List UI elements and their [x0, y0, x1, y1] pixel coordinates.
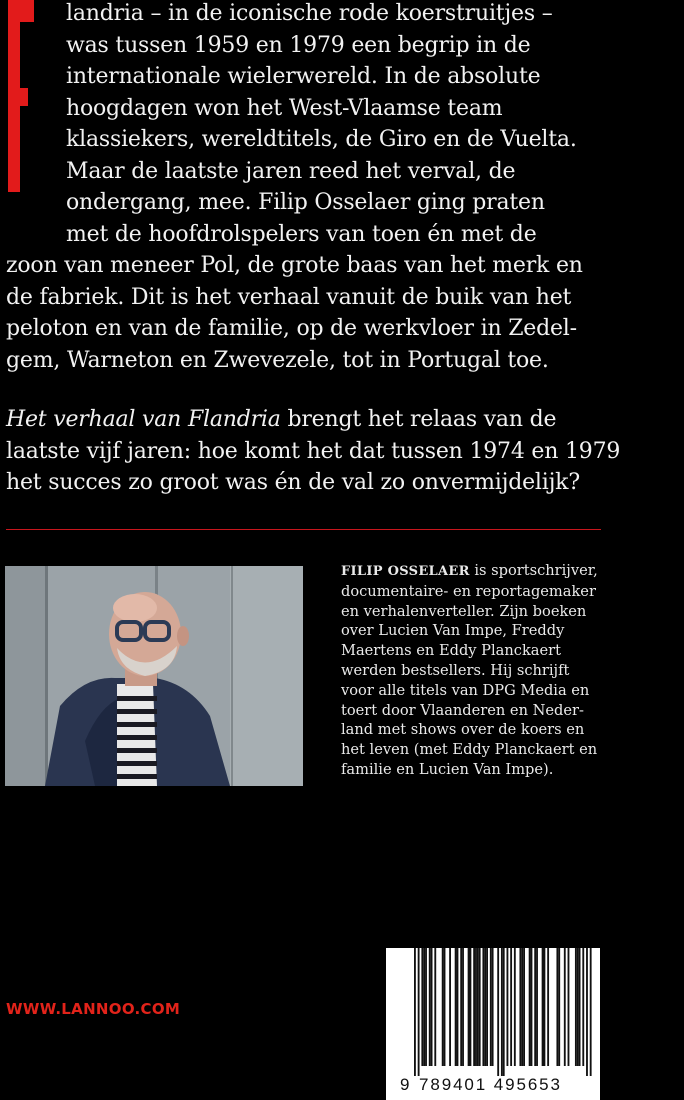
barcode-bar: [577, 948, 579, 1066]
barcode-bar: [479, 948, 481, 1066]
barcode-bar: [564, 948, 566, 1066]
barcode-bar: [468, 948, 470, 1066]
text-line: met de hoofdrolspelers van toen én met de: [66, 221, 537, 247]
author-name: FILIP OSSELAER: [341, 564, 470, 579]
text-line: voor alle titels van DPG Media en: [341, 681, 590, 699]
text-line: en verhalenverteller. Zijn boeken: [341, 602, 587, 620]
barcode-bar: [497, 948, 499, 1076]
text-line: is sportschrijver,: [469, 562, 598, 579]
barcode-bar: [442, 948, 444, 1066]
summary-paragraph: [6, 404, 626, 499]
text-line: het leven (met Eddy Planckaert en: [341, 741, 598, 759]
text-line: internationale wielerwereld. In de absolute: [66, 64, 541, 89]
isbn-barcode: [386, 948, 600, 1100]
isbn-first-digit: 9: [400, 1075, 411, 1094]
barcode-bar: [418, 948, 420, 1076]
barcode-bar: [568, 948, 570, 1066]
barcode-bar: [462, 948, 464, 1066]
barcode-bar: [523, 948, 525, 1066]
barcode-bar: [519, 948, 521, 1066]
text-line: hoogdagen won het West-Vlaamse team: [66, 95, 503, 121]
barcode-bar: [536, 948, 538, 1066]
barcode-bar: [544, 948, 546, 1066]
barcode-bar: [514, 948, 516, 1066]
barcode-bar: [521, 948, 523, 1066]
barcode-bar: [457, 948, 459, 1066]
isbn-digits: 789401 495653: [419, 1075, 562, 1094]
text-line: familie en Lucien Van Impe).: [341, 760, 554, 778]
barcode-bar: [475, 948, 477, 1066]
text-line: de fabriek. Dit is het verhaal vanuit de buik van het: [6, 284, 572, 310]
drop-cap-letter-f: [8, 0, 36, 192]
barcode-bar: [460, 948, 462, 1066]
barcode-bar: [510, 948, 512, 1066]
book-title-italic: Het verhaal van Flandria: [6, 407, 281, 432]
barcode-bar: [473, 948, 475, 1066]
barcode-bar: [421, 948, 423, 1066]
barcode-bars: [386, 948, 600, 1078]
barcode-bar: [490, 948, 492, 1066]
divider-rule: [6, 529, 601, 530]
author-photo: [5, 566, 303, 786]
author-bio: [341, 561, 611, 780]
barcode-bar: [434, 948, 436, 1066]
barcode-bar: [529, 948, 531, 1066]
barcode-bar: [455, 948, 457, 1066]
barcode-bar: [492, 948, 494, 1066]
barcode-bar: [586, 948, 588, 1076]
text-line: zoon van meneer Pol, de grote baas van het merk en: [6, 253, 583, 278]
text-line: peloton en van de familie, op de werkvloer in Zedel-: [6, 316, 577, 341]
barcode-bar: [477, 948, 479, 1066]
barcode-bar: [423, 948, 425, 1066]
text-line: Maertens en Eddy Planckaert: [341, 642, 561, 660]
barcode-bar: [507, 948, 509, 1066]
barcode-bar: [579, 948, 581, 1066]
barcode-bar: [501, 948, 503, 1076]
barcode-bar: [444, 948, 446, 1066]
text-line: was tussen 1959 en 1979 een begrip in de: [66, 32, 531, 58]
text-line: landria – in de iconische rode koerstruitjes –: [66, 1, 553, 26]
text-line: ondergang, mee. Filip Osselaer ging praten: [66, 190, 545, 215]
barcode-bar: [503, 948, 505, 1076]
text-line: werden bestsellers. Hij schrijft: [341, 661, 570, 679]
barcode-bar: [431, 948, 433, 1066]
text-line: documentaire- en reportagemaker: [341, 582, 596, 600]
text-line: Maar de laatste jaren reed het verval, de: [66, 158, 516, 184]
text-line: land met shows over de koers en: [341, 721, 585, 739]
barcode-bar: [449, 948, 451, 1066]
text-line: toert door Vlaanderen en Neder-: [341, 701, 584, 719]
barcode-bar: [547, 948, 549, 1066]
barcode-bar: [590, 948, 592, 1076]
barcode-bar: [556, 948, 558, 1066]
barcode-bar: [582, 948, 584, 1066]
text-line: brengt het relaas van de: [280, 407, 557, 432]
barcode-bar: [414, 948, 416, 1076]
text-line: laatste vijf jaren: hoe komt het dat tussen 1974 en 1979: [6, 438, 621, 464]
barcode-bar: [429, 948, 431, 1066]
publisher-website[interactable]: WWW.LANNOO.COM: [6, 1000, 181, 1018]
barcode-bar: [482, 948, 484, 1066]
barcode-bar: [531, 948, 533, 1066]
text-line: het succes zo groot was én de val zo onvermijdelijk?: [6, 470, 580, 495]
barcode-bar: [542, 948, 544, 1066]
text-line: gem, Warneton en Zwevezele, tot in Portugal toe.: [6, 347, 549, 373]
barcode-bar: [558, 948, 560, 1066]
barcode-bar: [470, 948, 472, 1066]
barcode-bar: [486, 948, 488, 1066]
barcode-bar: [425, 948, 427, 1066]
barcode-bar: [534, 948, 536, 1066]
barcode-bar: [575, 948, 577, 1066]
text-line: klassiekers, wereldtitels, de Giro en de Vuelta.: [66, 127, 577, 152]
barcode-bar: [484, 948, 486, 1066]
text-line: over Lucien Van Impe, Freddy: [341, 622, 565, 640]
